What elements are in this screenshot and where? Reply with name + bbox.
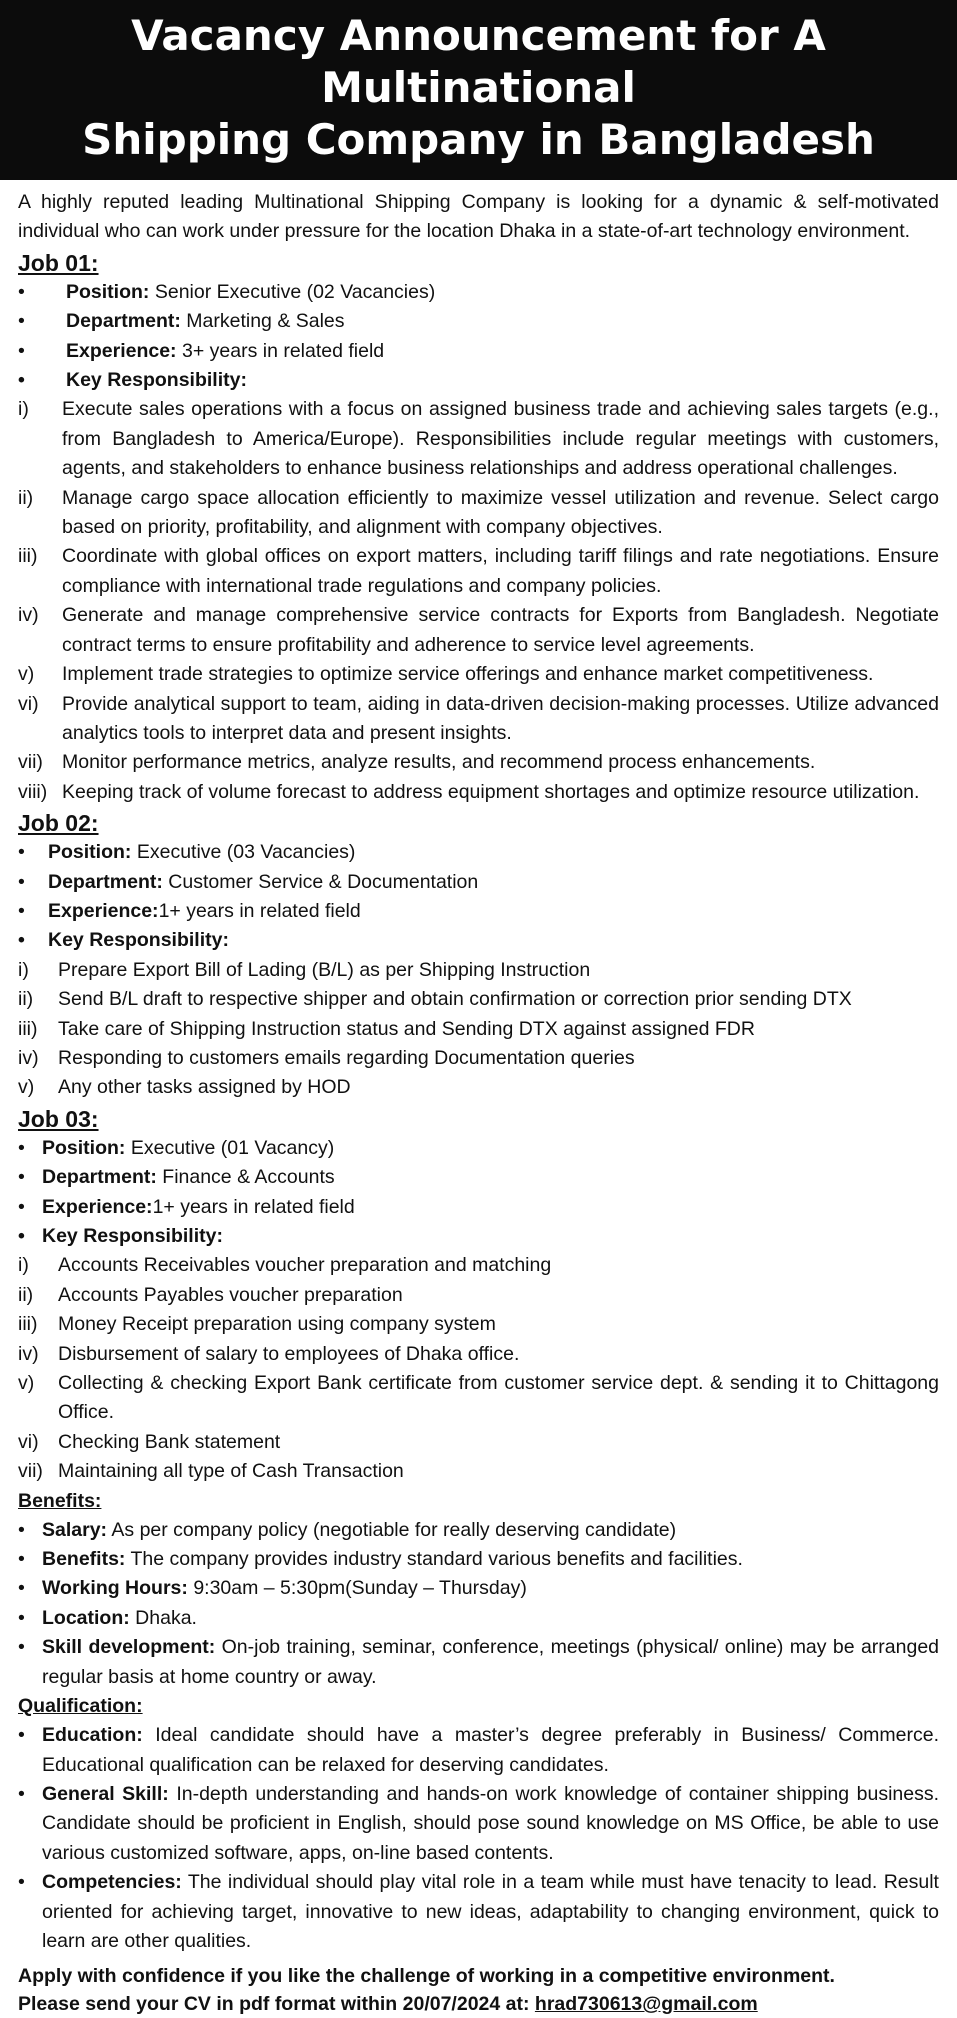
responsibility-item: v) Any other tasks assigned by HOD bbox=[18, 1076, 351, 1099]
responsibility-item: iv) Generate and manage comprehensive service contracts for Exports from Bangladesh. Negotiate contract terms to ensure profitability and adherence to service level agreements. bbox=[18, 604, 939, 656]
detail-value: Customer Service & Documentation bbox=[168, 870, 479, 893]
job-section-2 bbox=[18, 808, 939, 1103]
bullet-icon: • bbox=[18, 1577, 25, 1600]
apply-line-1: Apply with confidence if you like the challenge of working in a competitive environment. bbox=[18, 1965, 835, 1988]
responsibility-item: ii) Send B/L draft to respective shipper and obtain confirmation or correction prior sending DTX bbox=[18, 988, 852, 1011]
responsibility-item: vi) Checking Bank statement bbox=[18, 1430, 281, 1453]
job-section-1 bbox=[18, 248, 939, 807]
responsibility-item: v) Implement trade strategies to optimize service offerings and enhance market competitiveness. bbox=[18, 663, 874, 686]
job-section-3 bbox=[18, 1104, 939, 1487]
qualification-item: • General Skill: In-depth understanding and hands-on work knowledge of container shipping business. Candidate should be proficient in English, should pose sound knowledge on MS Office, be able to use various customized software, apps, on-line based contents. bbox=[18, 1780, 939, 1868]
benefits-section bbox=[18, 1487, 939, 1692]
responsibility-item: i) Execute sales operations with a focus on assigned business trade and achieving sales targets (e.g., from Bangladesh to America/Europe). Responsibilities include regular meetings with customers, agents, and stakeholders to enhance business relationships and address operational challenges. bbox=[18, 398, 939, 480]
responsibility-item: vi) Provide analytical support to team, aiding in data-driven decision-making processes. Utilize advanced analytics tools to interpret data and present insights. bbox=[18, 692, 939, 744]
bullet-icon: • bbox=[18, 1195, 25, 1218]
bullet-icon: • bbox=[18, 870, 25, 893]
bullet-icon: • bbox=[18, 1518, 25, 1541]
benefit-item: • Salary: As per company policy (negotiable for really deserving candidate) bbox=[18, 1516, 939, 1545]
responsibility-item: i) Prepare Export Bill of Lading (B/L) as per Shipping Instruction bbox=[18, 958, 591, 981]
job-detail-position bbox=[18, 1134, 939, 1163]
job-detail-experience bbox=[18, 897, 939, 926]
job-detail-department bbox=[18, 868, 939, 897]
detail-label: Experience: bbox=[66, 339, 177, 362]
announcement-header bbox=[0, 0, 957, 180]
bullet-icon: • bbox=[18, 1225, 25, 1247]
key-responsibility-heading: • Key Responsibility: bbox=[18, 1222, 939, 1251]
detail-label: Position: bbox=[42, 1136, 126, 1159]
responsibility-item: i) Accounts Receivables voucher preparation and matching bbox=[18, 1254, 552, 1277]
responsibility-item: iii) Coordinate with global offices on export matters, including tariff filings and rate negotiations. Ensure compliance with international trade regulations and company policies. bbox=[18, 545, 939, 597]
detail-label: Department: bbox=[66, 310, 181, 333]
bullet-icon: • bbox=[18, 1548, 25, 1571]
job-detail-position bbox=[18, 838, 939, 867]
job-heading: Job 03: bbox=[18, 1105, 99, 1132]
bullet-icon: • bbox=[18, 929, 25, 952]
job-detail-position bbox=[18, 278, 939, 307]
job-detail-experience bbox=[18, 337, 939, 366]
job-detail-department bbox=[18, 1163, 939, 1192]
qualification-item: • Education: Ideal candidate should have a master’s degree preferably in Business/ Commerce. Educational qualification can be relaxed for deserving candidates. bbox=[18, 1721, 939, 1780]
bullet-icon: • bbox=[18, 369, 25, 392]
key-responsibility-heading: • Key Responsibility: bbox=[18, 926, 939, 955]
detail-label: Department: bbox=[42, 1166, 157, 1189]
responsibility-item: ii) Manage cargo space allocation efficiently to maximize vessel utilization and revenue. Select cargo based on priority, profitability, and alignment with company objectives. bbox=[18, 486, 939, 539]
detail-value: Executive (01 Vacancy) bbox=[130, 1136, 335, 1159]
bullet-icon: • bbox=[18, 1871, 25, 1894]
benefit-item: • Benefits: The company provides industry standard various benefits and facilities. bbox=[18, 1545, 939, 1574]
responsibility-item: iii) Money Receipt preparation using company system bbox=[18, 1313, 496, 1336]
benefits-heading: Benefits: bbox=[18, 1489, 102, 1512]
benefit-item: • Skill development: On-job training, seminar, conference, meetings (physical/ online) may be arranged regular basis at home country or away. bbox=[18, 1633, 939, 1692]
key-responsibility-heading: • Key Responsibility: bbox=[18, 366, 939, 395]
bullet-icon: • bbox=[18, 339, 25, 362]
responsibility-item: v) Collecting & checking Export Bank certificate from customer service dept. & sending it to Chittagong Office. bbox=[18, 1372, 939, 1424]
detail-value: 1+ years in related field bbox=[158, 899, 361, 922]
bullet-icon: • bbox=[18, 899, 25, 922]
detail-label: Experience: bbox=[42, 1195, 153, 1218]
detail-label: Experience: bbox=[48, 899, 159, 922]
detail-value: 3+ years in related field bbox=[181, 339, 385, 362]
header-line-1: Vacancy Announcement for A Multinational bbox=[131, 11, 826, 112]
responsibility-item: ii) Accounts Payables voucher preparation bbox=[18, 1283, 403, 1306]
responsibility-item: iii) Take care of Shipping Instruction status and Sending DTX against assigned FDR bbox=[18, 1017, 755, 1040]
detail-label: Position: bbox=[48, 841, 132, 864]
job-heading: Job 02: bbox=[18, 810, 99, 837]
header-line-2: Shipping Company in Bangladesh bbox=[82, 115, 875, 164]
benefit-item: • Working Hours: 9:30am – 5:30pm(Sunday – Thursday) bbox=[18, 1574, 939, 1603]
detail-value: Executive (03 Vacancies) bbox=[136, 841, 356, 864]
qualification-item: • Competencies: The individual should play vital role in a team while must have tenacity to lead. Result oriented for achieving target, innovative to new ideas, adaptability to changing environment, quick to learn are other qualities. bbox=[18, 1868, 939, 1956]
detail-value: 1+ years in related field bbox=[152, 1195, 355, 1218]
detail-label: Department: bbox=[48, 870, 163, 893]
bullet-icon: • bbox=[18, 1606, 25, 1629]
bullet-icon: • bbox=[18, 310, 25, 333]
bullet-icon: • bbox=[18, 280, 25, 303]
apply-footer bbox=[18, 1962, 939, 2018]
email-address[interactable]: hrad730613@gmail.com bbox=[534, 1993, 758, 2016]
announcement-body bbox=[0, 180, 957, 2018]
responsibility-item: vii) Monitor performance metrics, analyze results, and recommend process enhancements. bbox=[18, 751, 816, 774]
bullet-icon: • bbox=[18, 841, 25, 864]
detail-label: Position: bbox=[66, 280, 150, 303]
responsibility-item: viii) Keeping track of volume forecast to address equipment shortages and optimize resource utilization. bbox=[18, 780, 920, 803]
job-detail-experience bbox=[18, 1193, 939, 1222]
apply-line-2: Please send your CV in pdf format within 20/07/2024 at: hrad730613@gmail.com bbox=[18, 1993, 758, 2016]
job-detail-department bbox=[18, 307, 939, 336]
qualification-heading: Qualification: bbox=[18, 1695, 143, 1718]
detail-value: Senior Executive (02 Vacancies) bbox=[154, 280, 436, 303]
job-heading: Job 01: bbox=[18, 249, 99, 276]
responsibility-item: iv) Responding to customers emails regarding Documentation queries bbox=[18, 1046, 635, 1069]
benefit-item: • Location: Dhaka. bbox=[18, 1604, 939, 1633]
qualification-section bbox=[18, 1692, 939, 1956]
bullet-icon: • bbox=[18, 1782, 25, 1805]
responsibility-item: vii) Maintaining all type of Cash Transaction bbox=[18, 1460, 404, 1483]
bullet-icon: • bbox=[18, 1636, 25, 1659]
bullet-icon: • bbox=[18, 1724, 25, 1747]
bullet-icon: • bbox=[18, 1166, 25, 1189]
detail-value: Finance & Accounts bbox=[162, 1166, 335, 1189]
intro-paragraph: A highly reputed leading Multinational Shipping Company is looking for a dynamic & self-motivated individual who can work under pressure for the location Dhaka in a state-of-art technology environment. bbox=[18, 191, 939, 243]
bullet-icon: • bbox=[18, 1136, 25, 1159]
responsibility-item: iv) Disbursement of salary to employees of Dhaka office. bbox=[18, 1342, 520, 1365]
detail-value: Marketing & Sales bbox=[186, 310, 345, 333]
